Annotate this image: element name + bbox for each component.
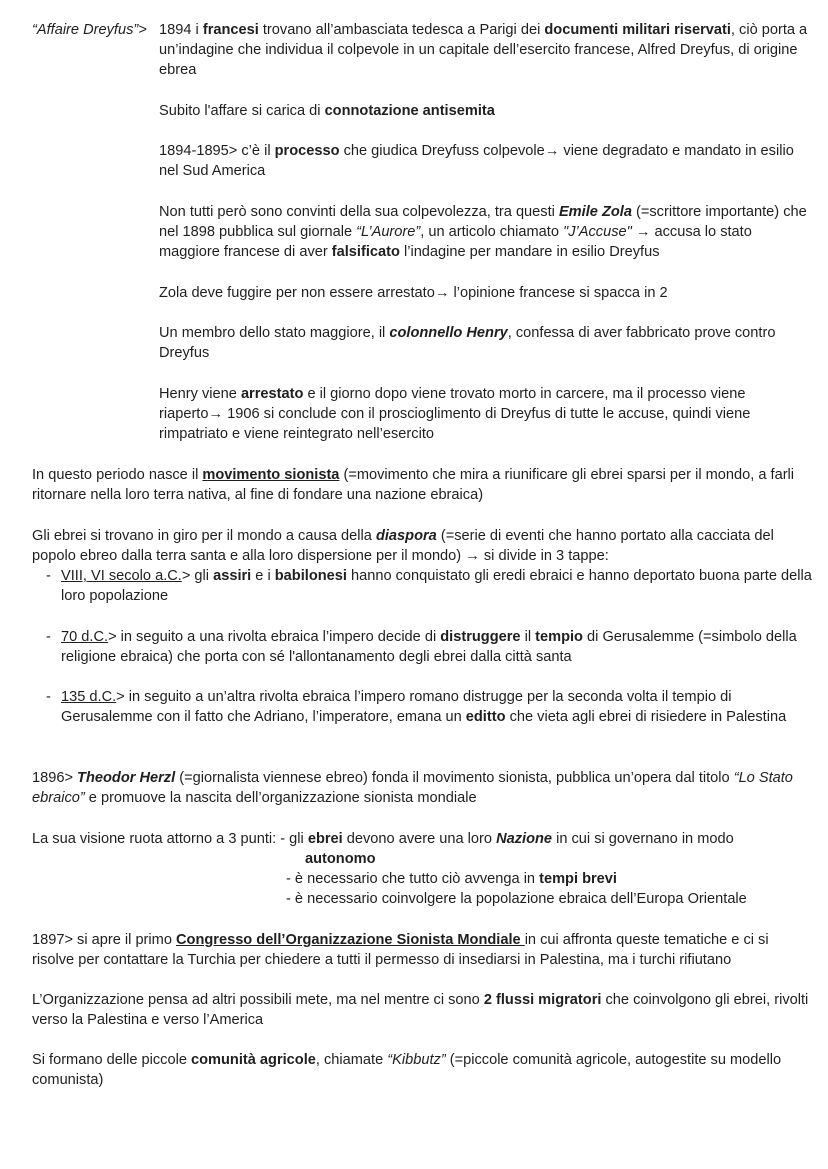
dreyfus-paragraph-4: Non tutti però sono convinti della sua colpevolezza, tra questi Emile Zola (=scrittore importante) che nel 1898 pubblica sul giornale “L’Aurore”, un articolo chiamato "J’Accuse" → accusa lo stato maggiore francese di aver falsificato l’indagine per mandare in esilio Dreyfus	[159, 204, 807, 261]
dreyfus-paragraph-5: Zola deve fuggire per non essere arrestato→ l’opinione francese si spacca in 2	[159, 285, 668, 301]
bullet-dash: -	[46, 629, 51, 645]
dreyfus-heading: “Affaire Dreyfus”>	[32, 22, 147, 38]
kibbutz-paragraph: Si formano delle piccole comunità agricole, chiamate “Kibbutz” (=piccole comunità agricole, autogestite su modello comunista)	[32, 1052, 782, 1089]
dreyfus-paragraph-2: Subito l'affare si carica di connotazione antisemita	[159, 103, 495, 119]
diaspora-list-item-2: - 70 d.C.> in seguito a una rivolta ebraica l’impero decide di distruggere il tempio di Gerusalemme (=simbolo della religione ebraica) che porta con sé l'allontanamento degli ebrei dalla città santa	[46, 629, 797, 666]
bullet-dash: -	[46, 689, 51, 705]
dreyfus-paragraph-6: Un membro dello stato maggiore, il colonnello Henry, confessa di aver fabbricato prove contro Dreyfus	[159, 325, 776, 362]
visione-point-1-cont: autonomo	[305, 851, 376, 867]
sionismo-paragraph: In questo periodo nasce il movimento sionista (=movimento che mira a riunificare gli ebrei sparsi per il mondo, a farli ritornare nella loro terra nativa, al fine di fondare una nazione ebraica)	[32, 467, 795, 504]
congresso-paragraph: 1897> si apre il primo Congresso dell’Organizzazione Sionista Mondiale in cui affronta queste tematiche e ci si risolve per contattare la Turchia per chiedere a tutti il permesso di insediarsi in Palestina, ma i turchi rifiutano	[32, 932, 769, 969]
bullet-dash: -	[46, 568, 51, 584]
herzl-paragraph: 1896> Theodor Herzl (=giornalista viennese ebreo) fonda il movimento sionista, pubblica un’opera dal titolo “Lo Stato ebraico” e promuove la nascita dell’organizzazione sionista mondiale	[32, 770, 793, 807]
diaspora-list-item-3: - 135 d.C.> in seguito a un’altra rivolta ebraica l’impero romano distrugge per la seconda volta il tempio di Gerusalemme con il fatto che Adriano, l’imperatore, emana un editto che vieta agli ebrei di risiedere in Palestina	[46, 689, 787, 726]
visione-point-1: La sua visione ruota attorno a 3 punti: - gli ebrei devono avere una loro Nazione in cui si governano in modo	[32, 831, 734, 847]
visione-point-3: - è necessario coinvolgere la popolazione ebraica dell’Europa Orientale	[286, 891, 747, 907]
flussi-paragraph: L’Organizzazione pensa ad altri possibili mete, ma nel mentre ci sono 2 flussi migratori che coinvolgono gli ebrei, rivolti verso la Palestina e verso l’America	[32, 992, 809, 1029]
visione-point-2: - è necessario che tutto ciò avvenga in tempi brevi	[286, 871, 617, 887]
dreyfus-paragraph-3: 1894-1895> c’è il processo che giudica Dreyfuss colpevole→ viene degradato e mandato in esilio nel Sud America	[159, 143, 794, 180]
diaspora-list-item-1: - VIII, VI secolo a.C.> gli assiri e i babilonesi hanno conquistato gli eredi ebraici e hanno deportato buona parte della loro popolazione	[46, 568, 812, 605]
dreyfus-paragraph-1: 1894 i francesi trovano all’ambasciata tedesca a Parigi dei documenti militari riservati, ciò porta a un’indagine che individua il colpevole in un capitale dell’esercito francese, Alfred Dreyfus, di origine ebrea	[159, 22, 808, 79]
dreyfus-paragraph-7: Henry viene arrestato e il giorno dopo viene trovato morto in carcere, ma il processo viene riaperto→ 1906 si conclude con il proscioglimento di Dreyfus di tutte le accuse, quindi viene rimpatriato e viene reintegrato nell’esercito	[159, 386, 751, 443]
diaspora-intro: Gli ebrei si trovano in giro per il mondo a causa della diaspora (=serie di eventi che hanno portato alla cacciata del popolo ebreo dalla terra santa e alla loro dispersione per il mondo) → si divide in 3 tappe:	[32, 528, 774, 565]
